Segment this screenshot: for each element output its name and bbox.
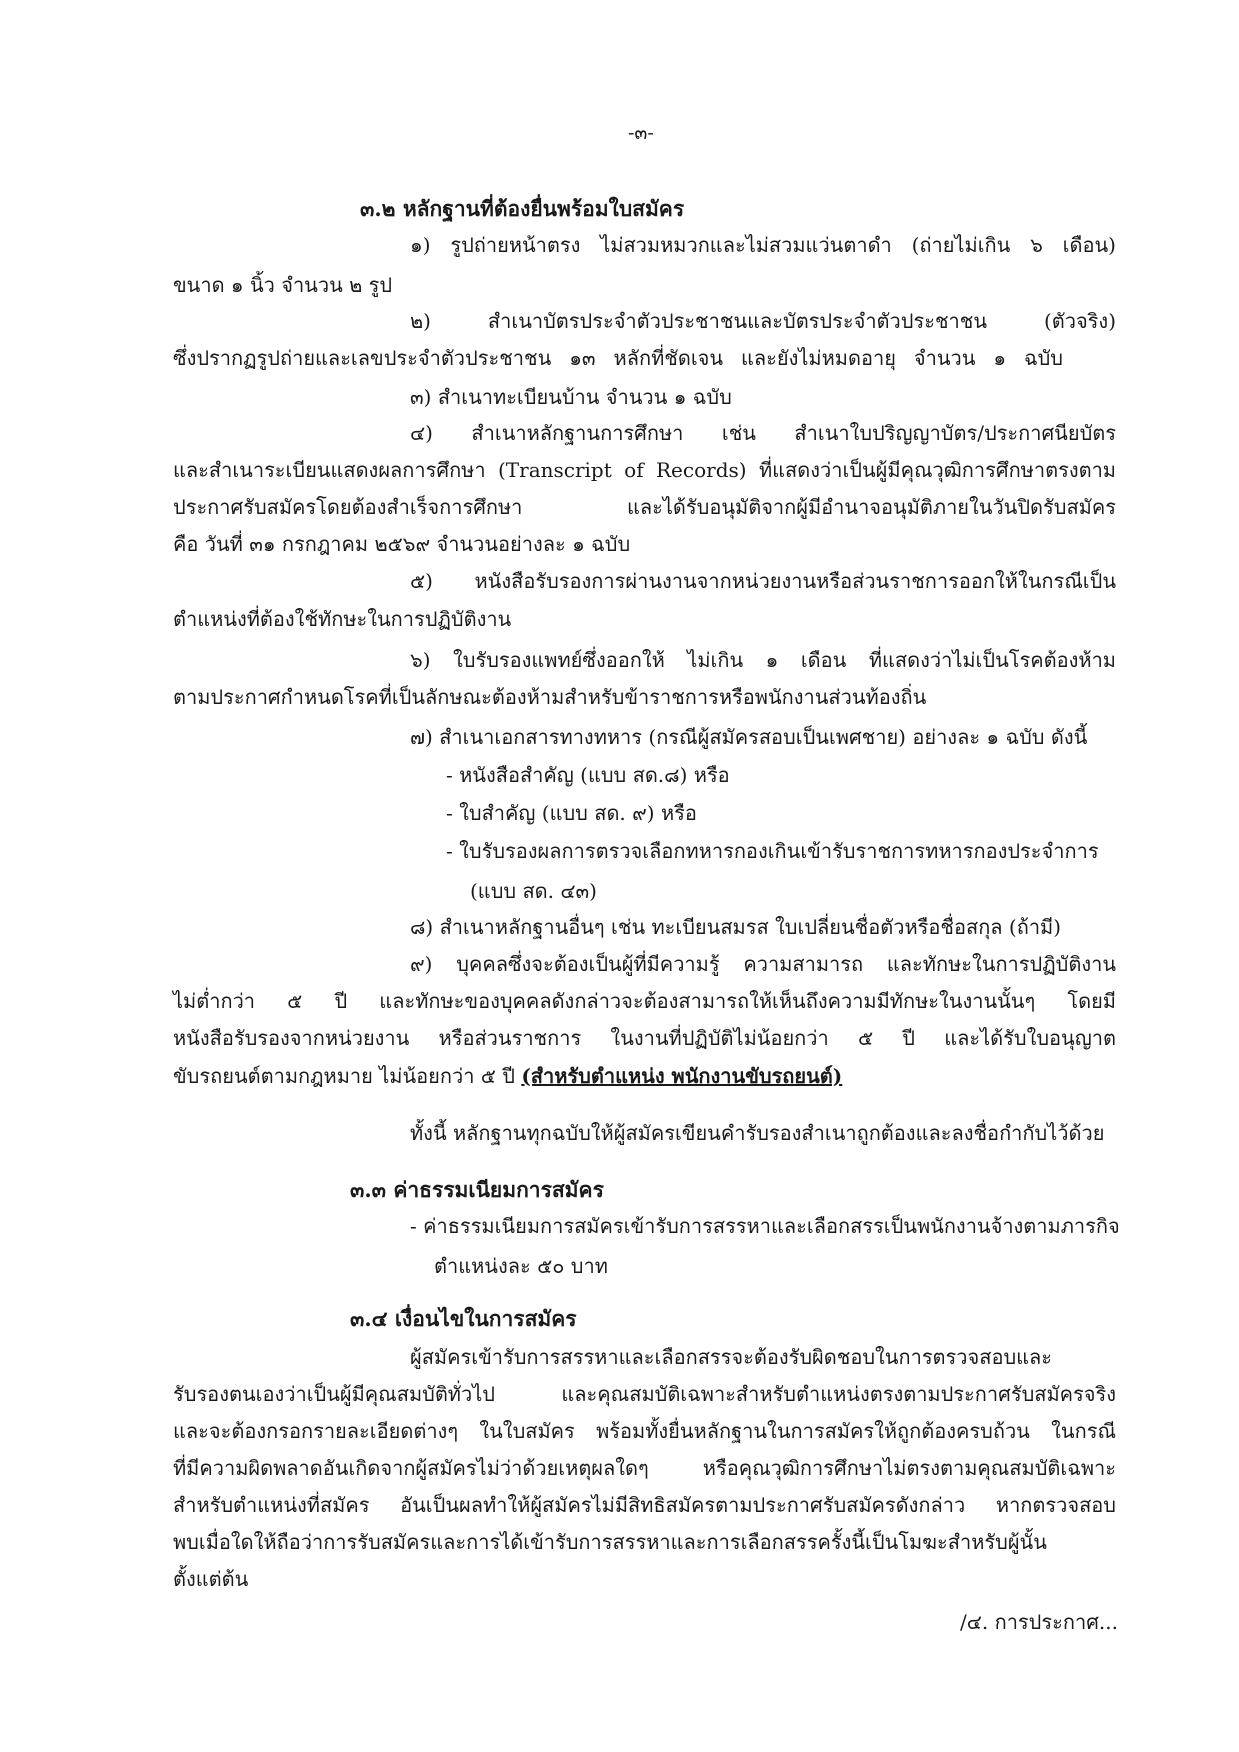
conditions-line3: และจะต้องกรอกรายละเอียดต่างๆ ในใบสมัคร พร้อมทั้งยื่นหลักฐานในการสมัครให้ถูกต้องครบถ้วน ในกรณี — [173, 1419, 1116, 1443]
section-3-2-heading: ๓.๒ หลักฐานที่ต้องยื่นพร้อมใบสมัคร — [360, 196, 685, 221]
item5-line1: ๕) หนังสือรับรองการผ่านงานจากหน่วยงานหรือส่วนราชการออกให้ในกรณีเป็น — [410, 569, 1116, 593]
item5-line2: ตำแหน่งที่ต้องใช้ทักษะในการปฏิบัติงาน — [173, 607, 512, 631]
conditions-line2: รับรองตนเองว่าเป็นผู้มีคุณสมบัติทั่วไป และคุณสมบัติเฉพาะสำหรับตำแหน่งตรงตามประกาศรับสมัครจริง — [173, 1382, 1116, 1406]
item6-line1: ๖) ใบรับรองแพทย์ซึ่งออกให้ ไม่เกิน ๑ เดือน ที่แสดงว่าไม่เป็นโรคต้องห้าม — [410, 648, 1116, 672]
conditions-line4: ที่มีความผิดพลาดอันเกิดจากผู้สมัครไม่ว่าด้วยเหตุผลใดๆ หรือคุณวุฒิการศึกษาไม่ตรงตามคุณสมบัติเฉพาะ — [173, 1456, 1116, 1480]
certification-note: ทั้งนี้ หลักฐานทุกฉบับให้ผู้สมัครเขียนคำรับรองสำเนาถูกต้องและลงชื่อกำกับไว้ด้วย — [410, 1121, 1105, 1145]
item9-line4 — [173, 1063, 842, 1089]
conditions-line7: ตั้งแต่ต้น — [173, 1567, 249, 1591]
item4-line2: และสำเนาระเบียนแสดงผลการศึกษา (Transcript of Records) ที่แสดงว่าเป็นผู้มีคุณวุฒิการศึกษาตรงตาม — [173, 458, 1116, 482]
item2-line2: ซึ่งปรากฏรูปถ่ายและเลขประจำตัวประชาชน ๑๓ หลักที่ชัดเจน และยังไม่หมดอายุ จำนวน ๑ ฉบับ — [173, 346, 1063, 370]
item3: ๓) สำเนาทะเบียนบ้าน จำนวน ๑ ฉบับ — [410, 385, 732, 409]
item7: ๗) สำเนาเอกสารทางทหาร (กรณีผู้สมัครสอบเป็นเพศชาย) อย่างละ ๑ ฉบับ ดังนี้ — [410, 725, 1088, 749]
driver-position-note: (สำหรับตำแหน่ง พนักงานขับรถยนต์) — [521, 1064, 843, 1088]
item2-line1: ๒) สำเนาบัตรประจำตัวประชาชนและบัตรประจำตัวประชาชน (ตัวจริง) — [410, 309, 1116, 333]
section-3-4-heading: ๓.๔ เงื่อนไขในการสมัคร — [350, 1306, 577, 1331]
item8: ๘) สำเนาหลักฐานอื่นๆ เช่น ทะเบียนสมรส ใบเปลี่ยนชื่อตัวหรือชื่อสกุล (ถ้ามี) — [410, 915, 1062, 939]
continuation-marker: /๔. การประกาศ... — [960, 1610, 1118, 1634]
item4-line1: ๔) สำเนาหลักฐานการศึกษา เช่น สำเนาใบปริญญาบัตร/ประกาศนียบัตร — [410, 421, 1116, 445]
fee-line1: - ค่าธรรมเนียมการสมัครเข้ารับการสรรหาและเลือกสรรเป็นพนักงานจ้างตามภารกิจ — [410, 1214, 1120, 1238]
section-3-3-heading: ๓.๓ ค่าธรรมเนียมการสมัคร — [350, 1177, 604, 1202]
item7-sub1: - หนังสือสำคัญ (แบบ สด.๘) หรือ — [446, 763, 730, 787]
item4-line3: ประกาศรับสมัครโดยต้องสำเร็จการศึกษา และได้รับอนุมัติจากผู้มีอำนาจอนุมัติภายในวันปิดรับสมัคร — [173, 495, 1116, 519]
item4-line4: คือ วันที่ ๓๑ กรกฎาคม ๒๕๖๙ จำนวนอย่างละ ๑ ฉบับ — [173, 532, 631, 556]
item7-sub3-line1: - ใบรับรองผลการตรวจเลือกทหารกองเกินเข้ารับราชการทหารกองประจำการ — [446, 839, 1099, 863]
item7-sub3-line2: (แบบ สด. ๔๓) — [470, 879, 597, 903]
conditions-line5: สำหรับตำแหน่งที่สมัคร อันเป็นผลทำให้ผู้สมัครไม่มีสิทธิสมัครตามประกาศรับสมัครดังกล่าว หากตรวจสอบ — [173, 1493, 1116, 1517]
item9-line3: หนังสือรับรองจากหน่วยงาน หรือส่วนราชการ ในงานที่ปฏิบัติไม่น้อยกว่า ๕ ปี และได้รับใบอนุญาต — [173, 1026, 1116, 1050]
item1-line1: ๑) รูปถ่ายหน้าตรง ไม่สวมหมวกและไม่สวมแว่นตาดำ (ถ่ายไม่เกิน ๖ เดือน) — [410, 233, 1116, 257]
item9-line2: ไม่ต่ำกว่า ๕ ปี และทักษะของบุคคลดังกล่าวจะต้องสามารถให้เห็นถึงความมีทักษะในงานนั้นๆ โดยมี — [173, 989, 1116, 1013]
item1-line2: ขนาด ๑ นิ้ว จำนวน ๒ รูป — [173, 273, 393, 297]
fee-line2: ตำแหน่งละ ๕๐ บาท — [434, 1254, 608, 1278]
item7-sub2: - ใบสำคัญ (แบบ สด. ๙) หรือ — [446, 801, 697, 825]
page-number: -๓- — [628, 122, 654, 144]
item6-line2: ตามประกาศกำหนดโรคที่เป็นลักษณะต้องห้ามสำหรับข้าราชการหรือพนักงานส่วนท้องถิ่น — [173, 685, 927, 709]
conditions-line6: พบเมื่อใดให้ถือว่าการรับสมัครและการได้เข้ารับการสรรหาและการเลือกสรรครั้งนี้เป็นโมฆะสำหรับผู้นั้น — [173, 1530, 1047, 1554]
item9-line4-text: ขับรถยนต์ตามกฎหมาย ไม่น้อยกว่า ๕ ปี — [173, 1064, 515, 1088]
item9-line1: ๙) บุคคลซึ่งจะต้องเป็นผู้ที่มีความรู้ ความสามารถ และทักษะในการปฏิบัติงาน — [410, 952, 1116, 976]
conditions-line1: ผู้สมัครเข้ารับการสรรหาและเลือกสรรจะต้องรับผิดชอบในการตรวจสอบและ — [410, 1345, 1053, 1369]
